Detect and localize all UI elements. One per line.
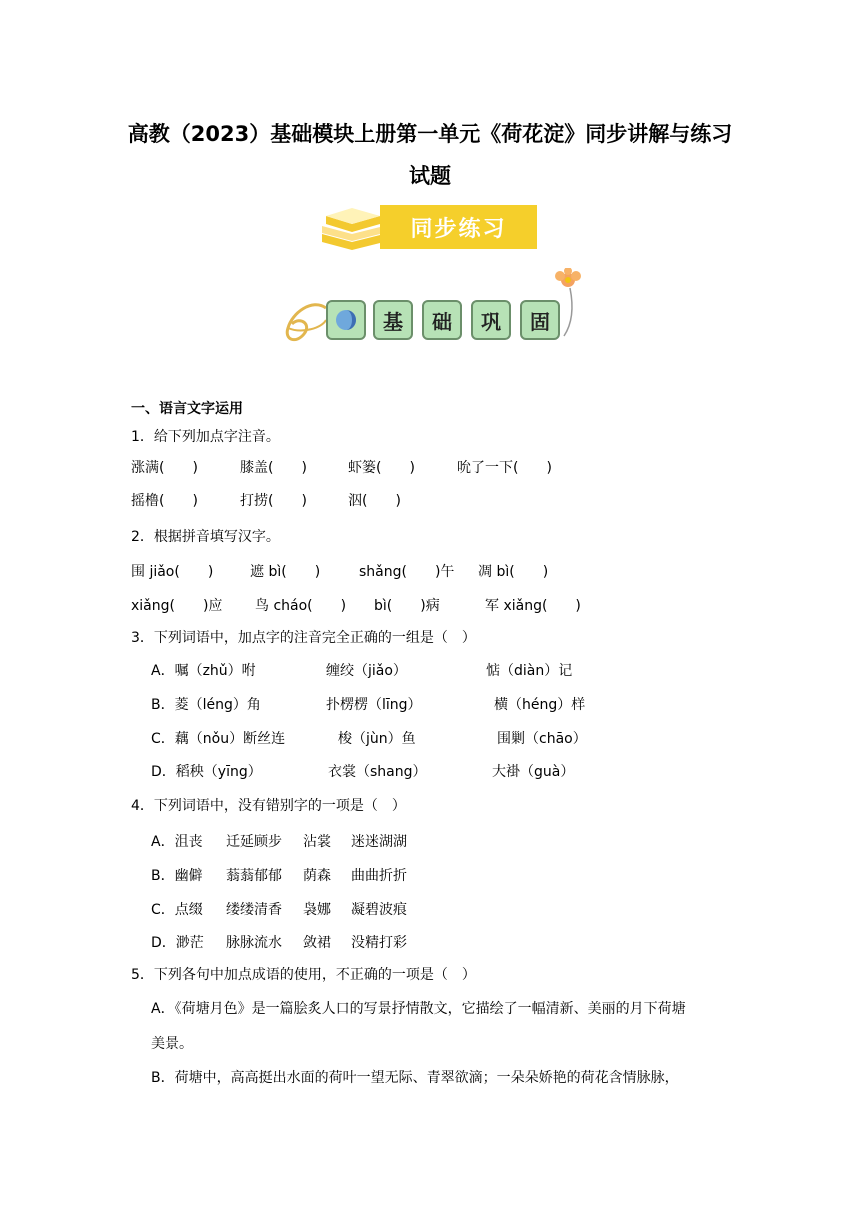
q4-option: 荫森 bbox=[303, 868, 331, 884]
tile-gong: 巩 bbox=[471, 300, 511, 340]
q4-option: 蓊蓊郁郁 bbox=[226, 868, 282, 884]
q2-item: shǎng( )午 bbox=[359, 564, 455, 580]
q4-stem: 4．下列词语中，没有错别字的一项是（ ） bbox=[131, 798, 406, 814]
page-title-continued: 试题 bbox=[409, 164, 451, 188]
q3-option: 扑楞楞（līng） bbox=[326, 697, 422, 713]
q2-item: 鸟 cháo( ) bbox=[255, 598, 347, 614]
q4-option: 没精打彩 bbox=[351, 935, 407, 951]
q1-item: 膝盖( ) bbox=[240, 460, 307, 476]
q2-item: 军 xiǎng( ) bbox=[485, 598, 581, 614]
q4-option: A．沮丧 bbox=[151, 834, 203, 850]
q3-option: 大褂（guà） bbox=[492, 764, 575, 780]
q4-option: 缕缕清香 bbox=[226, 902, 282, 918]
q4-option: C．点缀 bbox=[151, 902, 203, 918]
q5-option-b: B．荷塘中，高高挺出水面的荷叶一望无际、青翠欲滴；一朵朵娇艳的荷花含情脉脉， bbox=[151, 1070, 679, 1086]
q5-stem: 5．下列各句中加点成语的使用，不正确的一项是（ ） bbox=[131, 967, 476, 983]
q4-option: 敛裙 bbox=[303, 935, 331, 951]
q4-option: 曲曲折折 bbox=[351, 868, 407, 884]
q1-stem: 1．给下列加点字注音。 bbox=[131, 429, 280, 445]
books-icon bbox=[318, 204, 388, 256]
banner-label: 同步练习 bbox=[410, 216, 507, 242]
q1-item: 吮了一下( ) bbox=[457, 460, 552, 476]
q2-item: 围 jiǎo( ) bbox=[131, 564, 214, 580]
globe-tile bbox=[326, 300, 366, 340]
page-title: 高教（2023）基础模块上册第一单元《荷花淀》同步讲解与练习 bbox=[127, 122, 733, 146]
q5-option-a: A．《荷塘月色》是一篇脍炙人口的写景抒情散文，它描绘了一幅清新、美丽的月下荷塘 bbox=[151, 1001, 686, 1017]
q1-item: 泅( ) bbox=[348, 493, 401, 509]
q3-option: 围剿（chāo） bbox=[497, 731, 587, 747]
q4-option: 沾裳 bbox=[303, 834, 331, 850]
q3-option: D．稻秧（yīng） bbox=[151, 764, 262, 780]
q4-option: 迁延顾步 bbox=[226, 834, 282, 850]
q4-option: 脉脉流水 bbox=[226, 935, 282, 951]
q1-item: 摇橹( ) bbox=[131, 493, 198, 509]
sync-practice-banner bbox=[380, 205, 537, 249]
q3-option: 缠绞（jiǎo） bbox=[326, 663, 407, 679]
q3-stem: 3．下列词语中，加点字的注音完全正确的一组是（ ） bbox=[131, 630, 476, 646]
q4-option: B．幽僻 bbox=[151, 868, 203, 884]
q4-option: 迷迷湖湖 bbox=[351, 834, 407, 850]
q5-option-a-continued: 美景。 bbox=[151, 1036, 193, 1052]
q3-option: 惦（diàn）记 bbox=[486, 663, 573, 679]
tile-gu: 固 bbox=[520, 300, 560, 340]
q4-option: 凝碧波痕 bbox=[351, 902, 407, 918]
q3-option: B．菱（léng）角 bbox=[151, 697, 261, 713]
q1-item: 打捞( ) bbox=[240, 493, 307, 509]
q4-option: D．渺茫 bbox=[151, 935, 204, 951]
q1-item: 虾篓( ) bbox=[348, 460, 415, 476]
q2-item: 遮 bì( ) bbox=[250, 564, 321, 580]
q1-item: 涨满( ) bbox=[131, 460, 198, 476]
section-heading: 一、语言文字运用 bbox=[131, 401, 243, 417]
q2-item: bì( )病 bbox=[374, 598, 440, 614]
q3-option: A．嘱（zhǔ）咐 bbox=[151, 663, 256, 679]
q4-option: 袅娜 bbox=[303, 902, 331, 918]
q3-option: 衣裳（shang） bbox=[328, 764, 427, 780]
tile-chu: 础 bbox=[422, 300, 462, 340]
globe-icon bbox=[335, 309, 357, 331]
q3-option: C．藕（nǒu）断丝连 bbox=[151, 731, 286, 747]
q3-option: 梭（jùn）鱼 bbox=[338, 731, 416, 747]
tile-ji: 基 bbox=[373, 300, 413, 340]
q2-item: xiǎng( )应 bbox=[131, 598, 223, 614]
q2-item: 凋 bì( ) bbox=[478, 564, 549, 580]
q3-option: 横（héng）样 bbox=[494, 697, 586, 713]
q2-stem: 2．根据拼音填写汉字。 bbox=[131, 529, 280, 545]
